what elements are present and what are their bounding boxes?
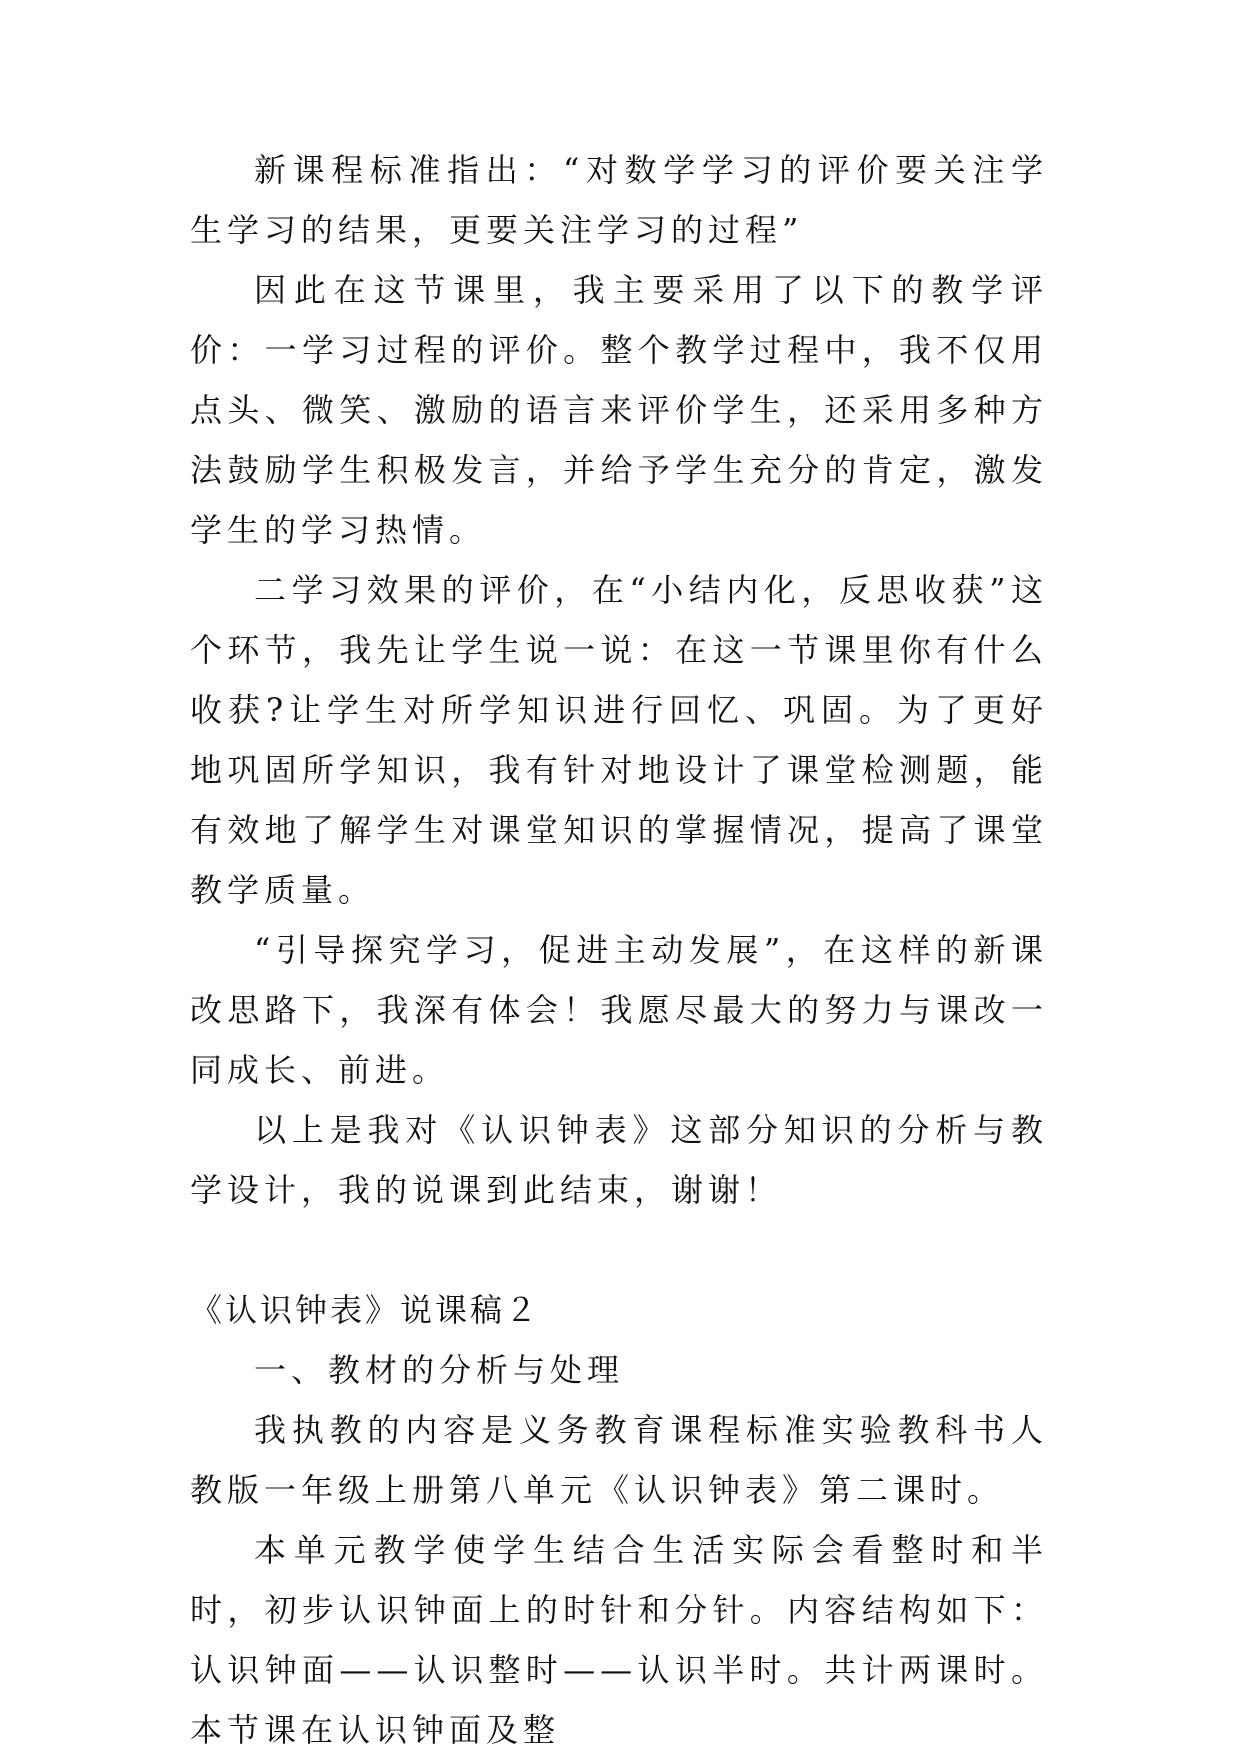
paragraph-teaching-content: 我执教的内容是义务教育课程标准实验教科书人教版一年级上册第八单元《认识钟表》第二课时。 [190, 1411, 1048, 1509]
paragraph-process-evaluation: 因此在这节课里，我主要采用了以下的教学评价：一学习过程的评价。整个教学过程中，我不仅用点头、微笑、激励的语言来评价学生，还采用多种方法鼓励学生积极发言，并给予学生充分的肯定，激发学生的学习热情。 [190, 271, 1048, 549]
section-gap [190, 1220, 1048, 1280]
paragraph-evaluation-intro: 新课程标准指出：“对数学学习的评价要关注学生学习的结果，更要关注学习的过程” [190, 151, 1048, 249]
paragraph-conclusion: 以上是我对《认识钟表》这部分知识的分析与教学设计，我的说课到此结束，谢谢！ [190, 1111, 1048, 1209]
paragraph-unit-structure: 本单元教学使学生结合生活实际会看整时和半时，初步认识钟面上的时针和分针。内容结构如下：认识钟面——认识整时——认识半时。共计两课时。本节课在认识钟面及整 [190, 1531, 1048, 1749]
subheading-textbook-analysis: 一、教材的分析与处理 [254, 1351, 625, 1389]
document-body [190, 140, 1048, 1760]
paragraph-effect-evaluation: 二学习效果的评价，在“小结内化，反思收获”这个环节，我先让学生说一说：在这一节课里你有什么收获?让学生对所学知识进行回忆、巩固。为了更好地巩固所学知识，我有针对地设计了课堂检测题，能有效地了解学生对课堂知识的掌握情况，提高了课堂教学质量。 [190, 571, 1048, 909]
section-title: 《认识钟表》说课稿２ [190, 1291, 541, 1329]
paragraph-reflection: “引导探究学习，促进主动发展”，在这样的新课改思路下，我深有体会！我愿尽最大的努力与课改一同成长、前进。 [190, 931, 1048, 1089]
